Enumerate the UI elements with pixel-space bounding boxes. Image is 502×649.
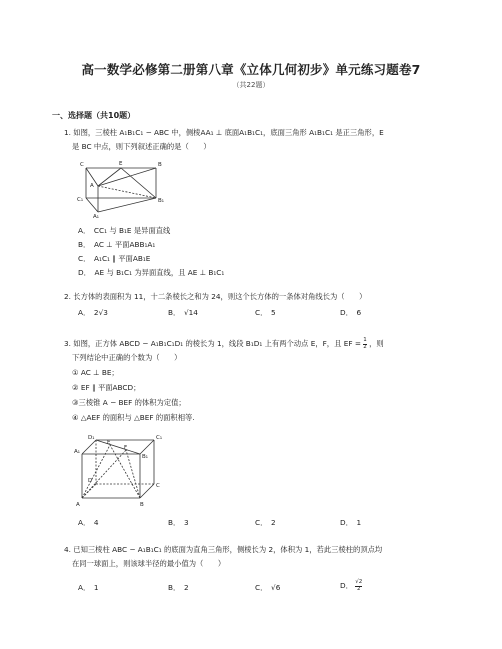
- q3-fig-label: A₁: [74, 449, 80, 455]
- q2-option-d[interactable]: D． 6: [340, 308, 362, 317]
- q1-option-a[interactable]: A． CC₁ 与 B₁E 是异面直线: [78, 226, 171, 235]
- q3-fig-label: F: [124, 445, 128, 451]
- q1-fig-label: B₁: [158, 198, 164, 204]
- q3-stem-text: 3. 如图，正方体 ABCD − A₁B₁C₁D₁ 的棱长为 1，线段 B₁D₁ 上有两个动点 E，F，且 EF =: [64, 339, 361, 348]
- section-heading: 一、选择题（共10题）: [52, 111, 136, 120]
- q3-fig-label: C: [156, 483, 160, 489]
- q3-fraction: $\frac{1}{2}$: [363, 337, 367, 350]
- q3-option-c[interactable]: C． 2: [255, 518, 276, 527]
- q1-fig-label: C₁: [77, 197, 84, 203]
- q3-stem-suffix: ，则: [369, 339, 384, 348]
- q3-statement-1: ① AC ⊥ BE；: [72, 368, 119, 377]
- q3-stem-line-2: 下列结论中正确的个数为（ ）: [72, 353, 182, 362]
- q3-option-d[interactable]: D． 1: [340, 518, 362, 527]
- q3-fig-label: A: [76, 502, 80, 508]
- q1-stem-line-2: 是 BC 中点，则下列叙述正确的是（ ）: [72, 142, 211, 151]
- q2-option-c[interactable]: C． 5: [255, 308, 276, 317]
- q1-option-d[interactable]: D． AE 与 B₁C₁ 为异面直线，且 AE ⊥ B₁C₁: [78, 268, 225, 277]
- q3-statement-2: ② EF ∥ 平面ABCD；: [72, 383, 141, 392]
- q3-stem-line-1: [64, 338, 384, 350]
- q2-option-b[interactable]: B． √14: [168, 308, 198, 317]
- q3-option-a[interactable]: A． 4: [78, 518, 99, 527]
- q4-option-d[interactable]: D． $\frac{√2}{2}$: [340, 579, 363, 592]
- q1-fig-label: E: [119, 161, 123, 167]
- q3-fig-label: D: [88, 478, 93, 484]
- q1-fig-label: C: [80, 162, 84, 168]
- q3-fig-label: C₁: [156, 435, 163, 441]
- page-title: 高一数学必修第二册第八章《立体几何初步》单元练习题卷7: [81, 62, 421, 77]
- question-count: （共22题）: [232, 81, 270, 89]
- q1-fig-label: A: [90, 183, 94, 189]
- q1-fig-label: A₁: [93, 214, 99, 218]
- q1-fig-label: B: [158, 162, 162, 168]
- q4-option-d-fraction: $\frac{√2}{2}$: [355, 579, 363, 592]
- q4-stem-line-2: 在同一球面上，则该球半径的最小值为（ ）: [72, 559, 226, 568]
- q3-statement-4: ④ △AEF 的面积与 △BEF 的面积相等.: [72, 413, 195, 422]
- q1-prism-figure: [76, 158, 168, 218]
- q1-option-b[interactable]: B． AC ⊥ 平面ABB₁A₁: [78, 240, 156, 249]
- q3-statement-3: ③三棱锥 A − BEF 的体积为定值；: [72, 398, 186, 407]
- q3-option-b[interactable]: B． 3: [168, 518, 189, 527]
- q3-fig-label: B: [140, 502, 144, 508]
- q4-option-b[interactable]: B． 2: [168, 583, 189, 592]
- q3-fig-label: D₁: [88, 435, 95, 441]
- q3-fig-label: B₁: [142, 454, 148, 460]
- q3-fig-label: E: [107, 440, 111, 446]
- q2-option-a[interactable]: A． 2√3: [78, 308, 108, 317]
- q3-cube-figure: [74, 432, 166, 508]
- q1-stem-line-1: 1. 如图，三棱柱 A₁B₁C₁ − ABC 中，侧棱AA₁ ⊥ 底面A₁B₁C₁，底面三角形 A₁B₁C₁ 是正三角形，E: [64, 128, 384, 137]
- q4-option-c[interactable]: C． √6: [255, 583, 281, 592]
- q4-stem-line-1: 4. 已知三棱柱 ABC − A₁B₁C₁ 的底面为直角三角形，侧棱长为 2，体积为 1，若此三棱柱的顶点均: [64, 545, 383, 554]
- q1-option-c[interactable]: C． A₁C₁ ∥ 平面AB₁E: [78, 254, 151, 263]
- q4-option-a[interactable]: A． 1: [78, 583, 99, 592]
- q2-stem-line-1: 2. 长方体的表面积为 11，十二条棱长之和为 24，则这个长方体的一条体对角线长为（ ）: [64, 292, 367, 301]
